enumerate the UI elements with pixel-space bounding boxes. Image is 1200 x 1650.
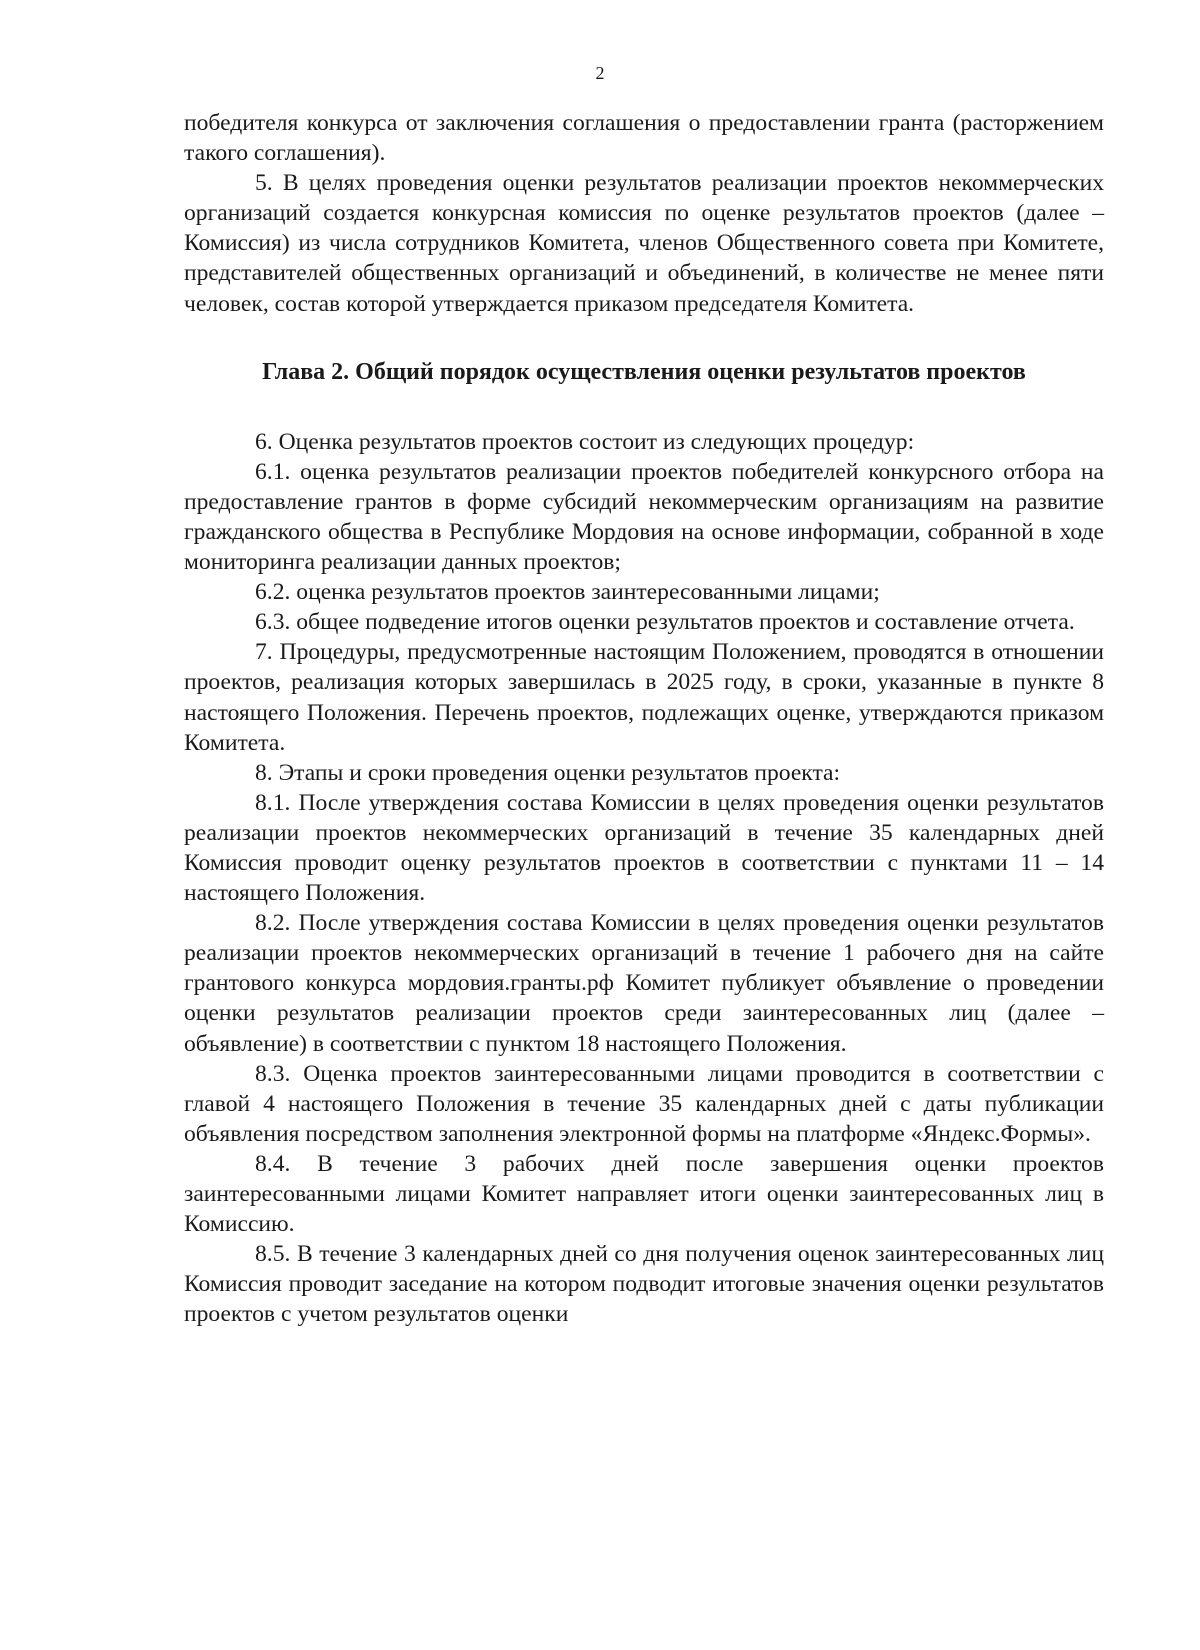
document-body (184, 108, 1104, 1329)
paragraphs-before-heading (184, 108, 1104, 319)
page-number: 2 (595, 63, 605, 83)
paragraph: 5. В целях проведения оценки результатов реализации проектов некоммерческих организаций создается конкурсная комиссия по оценке результатов проектов (далее – Комиссия) из числа сотрудников Комитета, членов Общественного совета при Комитете, представителей общественных организаций и объединений, в количестве не менее пяти человек, состав которой утверждается приказом председателя Комитета. (184, 170, 1104, 317)
paragraph: 8. Этапы и сроки проведения оценки результатов проекта: (255, 759, 841, 786)
paragraph: 8.3. Оценка проектов заинтересованными лицами проводится в соответствии с главой 4 настоящего Положения в течение 35 календарных дней с даты публикации объявления посредством заполнения электронной формы на платформе «Яндекс.Формы». (184, 1060, 1104, 1147)
paragraph: 6.2. оценка результатов проектов заинтересованными лицами; (255, 579, 880, 606)
paragraph: 7. Процедуры, предусмотренные настоящим Положением, проводятся в отношении проектов, реализация которых завершилась в 2025 году, в сроки, указанные в пункте 8 настоящего Положения. Перечень проектов, подлежащих оценке, утверждаются приказом Комитета. (184, 639, 1104, 756)
paragraph: 8.1. После утверждения состава Комиссии в целях проведения оценки результатов реализации проектов некоммерческих организаций в течение 35 календарных дней Комиссия проводит оценку результатов проектов в соответствии с пунктами 11 – 14 настоящего Положения. (184, 789, 1104, 907)
chapter-heading: Глава 2. Общий порядок осуществления оценки результатов проектов (262, 358, 1026, 385)
paragraphs-after-heading (184, 427, 1104, 1330)
paragraph: 6.3. общее подведение итогов оценки результатов проектов и составление отчета. (255, 609, 1075, 636)
paragraph: 8.5. В течение 3 календарных дней со дня получения оценок заинтересованных лиц Комиссия проводит заседание на котором подводит итоговые значения оценки результатов проектов с учетом результатов оценки (184, 1241, 1104, 1328)
paragraph: 6.1. оценка результатов реализации проектов победителей конкурсного отбора на предоставление грантов в форме субсидий некоммерческим организациям на развитие гражданского общества в Республике Мордовия на основе информации, собранной в ходе мониторинга реализации данных проектов; (184, 458, 1104, 576)
paragraph: 6. Оценка результатов проектов состоит из следующих процедур: (255, 428, 915, 455)
paragraph: 8.2. После утверждения состава Комиссии в целях проведения оценки результатов реализации проектов некоммерческих организаций в течение 1 рабочего дня на сайте грантового конкурса мордовия.гранты.рф Комитет публикует объявление о проведении оценки результатов реализации проектов среди заинтересованных лиц (далее – объявление) в соответствии с пунктом 18 настоящего Положения. (184, 910, 1104, 1057)
paragraph: 8.4. В течение 3 рабочих дней после завершения оценки проектов заинтересованными лицами Комитет направляет итоги оценки заинтересованных лиц в Комиссию. (184, 1150, 1104, 1238)
paragraph: победителя конкурса от заключения соглашения о предоставлении гранта (расторжением такого соглашения). (184, 110, 1104, 167)
